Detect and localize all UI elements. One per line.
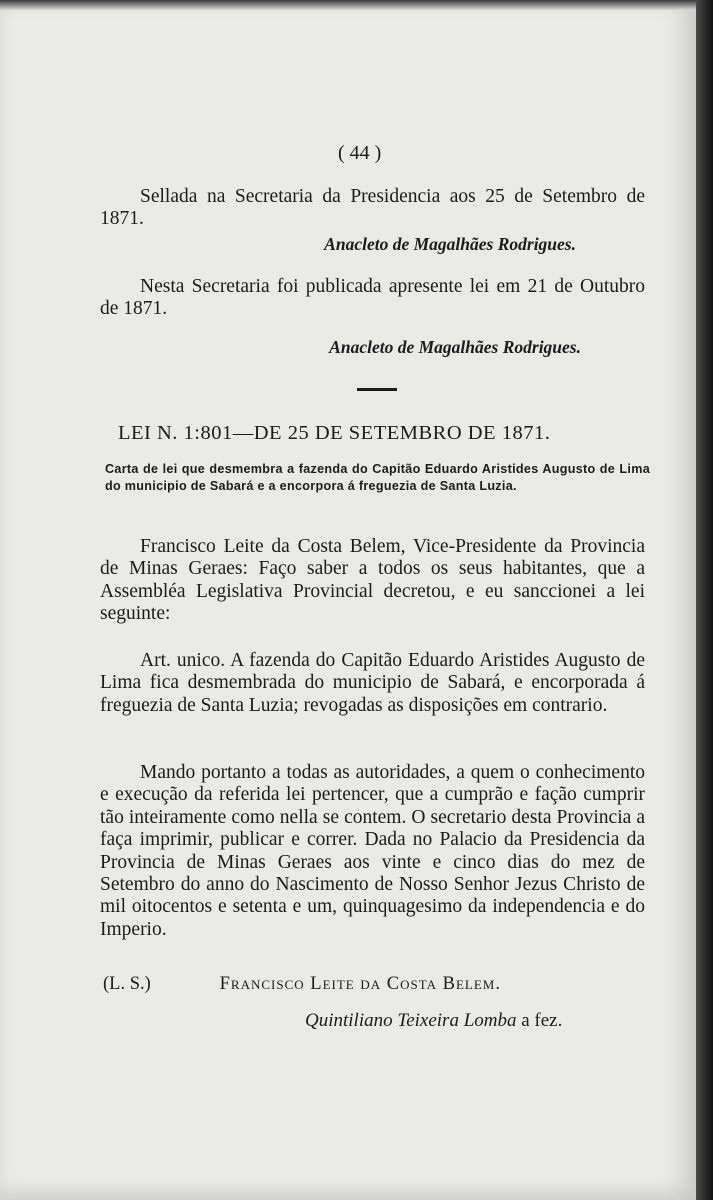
scribe-suffix: a fez. xyxy=(521,1010,563,1031)
publication-signature: Anacleto de Magalhães Rodrigues. xyxy=(329,337,581,357)
law-article: Art. unico. A fazenda do Capitão Eduardo Aristides Augusto de Lima fica desmembrada do municipio de Sabará, e encorporada á freguezia de Santa Luzia; revogadas as disposições em contrario. xyxy=(100,650,645,716)
section-rule xyxy=(357,388,397,391)
stamp-paragraph: Sellada na Secretaria da Presidencia aos 25 de Setembro de 1871. xyxy=(100,186,645,230)
signer-name: Francisco Leite da Costa Belem. xyxy=(219,974,501,994)
law-title: LEI N. 1:801—DE 25 DE SETEMBRO DE 1871. xyxy=(118,422,551,444)
stamp-signature: Anacleto de Magalhães Rodrigues. xyxy=(324,234,576,254)
law-summary: Carta de lei que desmembra a fazenda do Capitão Eduardo Aristides Augusto de Lima do municipio de Sabará e a encorpora á freguezia de Santa Luzia. xyxy=(105,462,650,493)
page-number: ( 44 ) xyxy=(338,142,382,164)
publication-paragraph: Nesta Secretaria foi publicada apresente lei em 21 de Outubro de 1871. xyxy=(100,276,645,320)
seal-signature-line xyxy=(103,974,663,995)
page-top-edge xyxy=(0,0,696,10)
scribe-line xyxy=(305,1010,562,1032)
law-closing: Mando portanto a todas as autoridades, a quem o conhecimento e execução da referida lei pertencer, que a cumprão e fação cumprir tão inteiramente como nella se contem. O secretario desta Provincia a faça imprimir, publicar e correr. Dada no Palacio da Presidencia da Provincia de Minas Geraes aos vinte e cinco dias do mez de Setembro do anno do Nascimento de Nosso Senhor Jezus Christo de mil oitocentos e setenta e um, quinquagesimo da independencia e do Imperio. xyxy=(100,762,645,940)
law-preamble: Francisco Leite da Costa Belem, Vice-Presidente da Provincia de Minas Geraes: Faço saber a todos os seus habitantes, que a Assembléa Legislativa Provincial decretou, e eu sanccionei a lei seguinte: xyxy=(100,536,645,625)
seal-mark: (L. S.) xyxy=(103,974,151,994)
scribe-name: Quintiliano Teixeira Lomba xyxy=(305,1010,517,1031)
page-right-edge xyxy=(696,0,713,1200)
